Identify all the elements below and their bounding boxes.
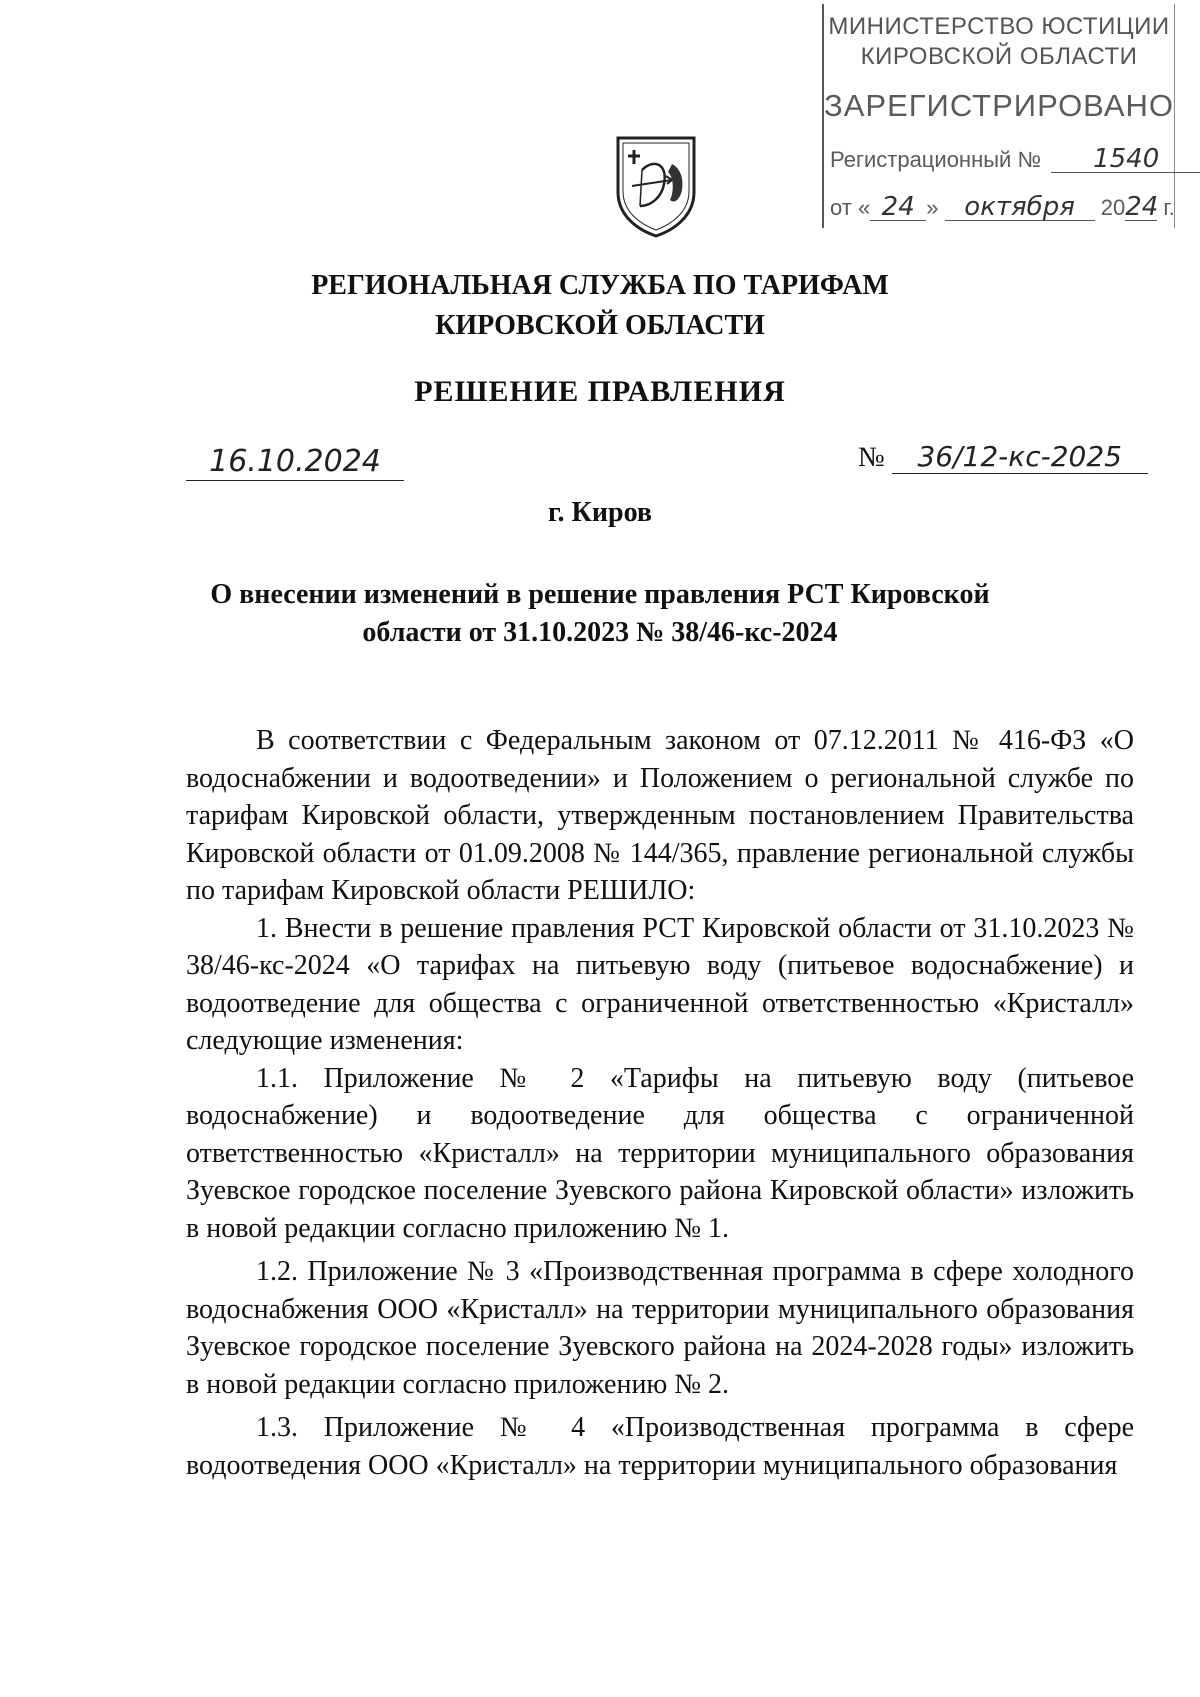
registration-stamp [822,4,1175,228]
body-paragraph-item-1-2: 1.2. Приложение № 3 «Производственная программа в сфере холодного водоснабжения ООО «Кристалл» на территории муниципального образования Зуевское городское поселение Зуевского района на 2024-2028 годы» изложить в новой редакции согласно приложению № 2. [186,1256,1134,1400]
stamp-reg-number: 1540 [1051,146,1200,173]
organization-name [0,266,1200,346]
stamp-quote-open: « [857,195,871,220]
document-body [186,722,1134,1484]
org-line-1: РЕГИОНАЛЬНАЯ СЛУЖБА ПО ТАРИФАМ [311,270,889,301]
subject-line-2: области от 31.10.2023 № 38/46-кс-2024 [362,617,838,648]
stamp-ministry: МИНИСТЕРСТВО ЮСТИЦИИ [828,13,1170,40]
document-title: РЕШЕНИЕ ПРАВЛЕНИЯ [414,375,786,408]
stamp-from-label: от [830,195,852,220]
document-date: 16.10.2024 [186,444,404,481]
number-value: 36/12-кс-2025 [892,440,1148,474]
org-line-2: КИРОВСКОЙ ОБЛАСТИ [435,310,765,341]
coat-of-arms-icon [614,134,698,238]
body-paragraph-item-1-1: 1.1. Приложение № 2 «Тарифы на питьевую воду (питьевое водоснабжение) и водоотведение для общества с ограниченной ответственностью «Кристалл» на территории муниципального образования Зуевское городское поселение Зуевского района Кировской области» изложить в новой редакции согласно приложению № 1. [186,1062,1134,1244]
stamp-date-row [830,194,1175,221]
body-paragraph-item-1-3: 1.3. Приложение № 4 «Производственная программа в сфере водоотведения ООО «Кристалл» на территории муниципального образования [186,1412,1134,1481]
stamp-reg-row [830,146,1200,173]
stamp-year-suffix: 24 [1125,192,1159,222]
stamp-region: КИРОВСКОЙ ОБЛАСТИ [860,43,1138,70]
stamp-reg-label: Регистрационный № [830,147,1042,172]
subject-line-1: О внесении изменений в решение правления РСТ Кировской [210,579,990,610]
stamp-month: октября [945,194,1095,221]
stamp-year-prefix: 20 [1100,195,1126,220]
stamp-registered: ЗАРЕГИСТРИРОВАНО [824,88,1175,123]
document-subject [0,576,1200,652]
document-number [858,440,1148,474]
stamp-quote-close: » [926,195,939,220]
city: г. Киров [548,497,652,528]
stamp-year-label: г. [1163,195,1175,220]
body-paragraph-item-1: 1. Внести в решение правления РСТ Кировской области от 31.10.2023 № 38/46-кс-2024 «О тарифах на питьевую воду (питьевое водоснабжение) и водоотведение для общества с ограниченной ответственностью «Кристалл» следующие изменения: [186,912,1134,1056]
body-paragraph-preamble: В соответствии с Федеральным законом от 07.12.2011 № 416-ФЗ «О водоснабжении и водоотведении» и Положением о региональной службе по тарифам Кировской области, утвержденным постановлением Правительства Кировской области от 01.09.2008 № 144/365, правление региональной службы по тарифам Кировской области РЕШИЛО: [186,725,1134,906]
stamp-day: 24 [870,194,926,221]
number-label: № [858,442,885,473]
